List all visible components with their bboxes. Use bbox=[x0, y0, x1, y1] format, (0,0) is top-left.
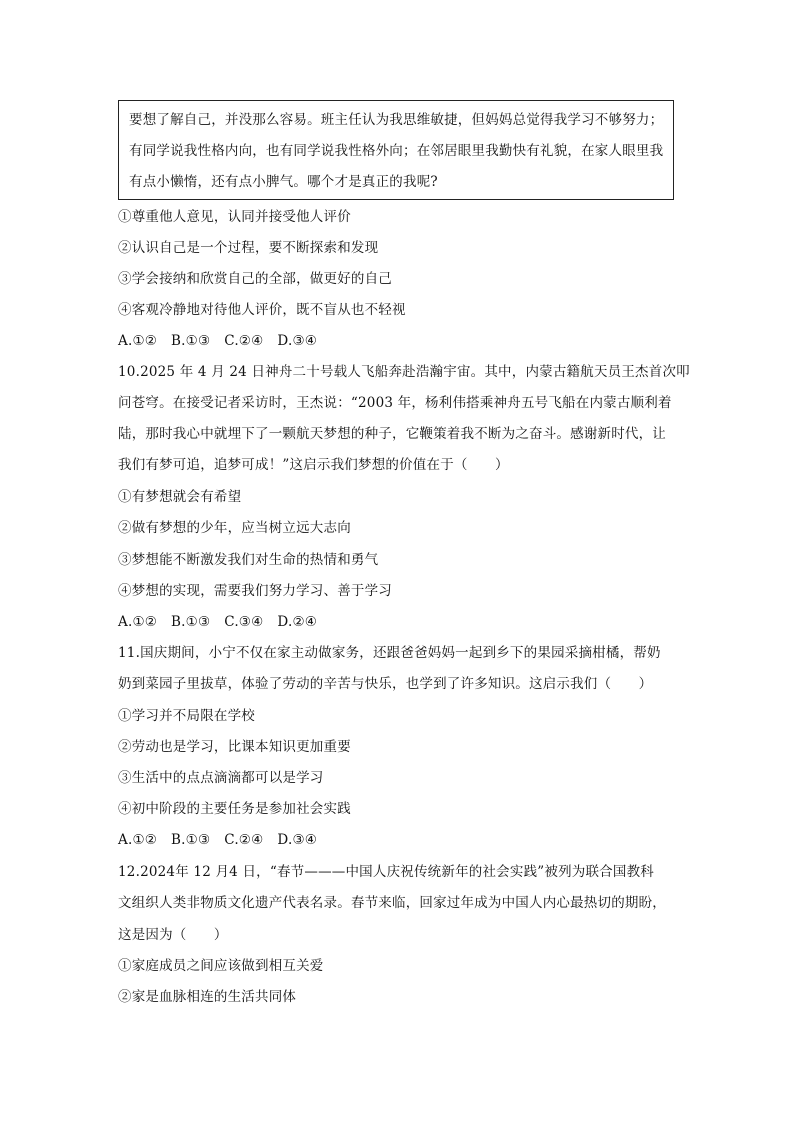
q10-option-2: ②做有梦想的少年，应当树立远大志向 bbox=[118, 520, 351, 536]
q12-stem-line: 文组织人类非物质文化遗产代表名录。春节来临，回家过年成为中国人内心最热切的期盼， bbox=[118, 895, 666, 911]
choice-d: D.③④ bbox=[277, 333, 318, 349]
choice-c: C.②④ bbox=[224, 333, 264, 349]
q10-option-4: ④梦想的实现，需要我们努力学习、善于学习 bbox=[118, 583, 392, 599]
choice-d: D.③④ bbox=[277, 832, 318, 848]
passage-line: 要想了解自己，并没那么容易。班主任认为我思维敏捷，但妈妈总觉得我学习不够努力； bbox=[129, 112, 664, 128]
choice-d: D.②④ bbox=[277, 614, 318, 630]
q9-option-2: ②认识自己是一个过程，要不断探索和发现 bbox=[118, 240, 379, 256]
choice-b: B.①③ bbox=[171, 614, 211, 630]
passage-line: 有点小懒惰，还有点小脾气。哪个才是真正的我呢? bbox=[129, 174, 438, 190]
q11-choices bbox=[118, 830, 317, 850]
q12-option-1: ①家庭成员之间应该做到相互关爱 bbox=[118, 958, 324, 974]
choice-a: A.①② bbox=[118, 333, 158, 349]
q11-stem-line: 11.国庆期间，小宁不仅在家主动做家务，还跟爸爸妈妈一起到乡下的果园采摘柑橘，帮奶 bbox=[118, 645, 661, 661]
q10-stem-line: 陆，那时我心中就埋下了一颗航天梦想的种子，它鞭策着我不断为之奋斗。感谢新时代，让 bbox=[118, 426, 666, 442]
q9-option-4: ④客观冷静地对待他人评价，既不盲从也不轻视 bbox=[118, 302, 406, 318]
choice-c: C.②④ bbox=[224, 832, 264, 848]
q10-stem-line: 10.2025 年 4 月 24 日神舟二十号载人飞船奔赴浩瀚宇宙。其中，内蒙古籍航天员王杰首次叩 bbox=[118, 364, 690, 380]
passage-box bbox=[118, 100, 674, 200]
q11-option-3: ③生活中的点点滴滴都可以是学习 bbox=[118, 770, 324, 786]
passage-line: 有同学说我性格内向，也有同学说我性格外向；在邻居眼里我勤快有礼貌，在家人眼里我 bbox=[129, 143, 664, 159]
q9-option-1: ①尊重他人意见，认同并接受他人评价 bbox=[118, 209, 351, 225]
choice-c: C.③④ bbox=[224, 614, 264, 630]
q10-stem-line: 我们有梦可追，追梦可成！”这启示我们梦想的价值在于（ ） bbox=[118, 457, 509, 473]
q12-option-2: ②家是血脉相连的生活共同体 bbox=[118, 989, 297, 1005]
q10-option-3: ③梦想能不断激发我们对生命的热情和勇气 bbox=[118, 552, 379, 568]
q9-option-3: ③学会接纳和欣赏自己的全部，做更好的自己 bbox=[118, 271, 392, 287]
choice-a: A.①② bbox=[118, 614, 158, 630]
choice-a: A.①② bbox=[118, 832, 158, 848]
q9-choices bbox=[118, 331, 317, 351]
q10-stem-line: 问苍穹。在接受记者采访时，王杰说：“2003 年，杨利伟搭乘神舟五号飞船在内蒙古顺利着 bbox=[118, 395, 672, 411]
q11-option-4: ④初中阶段的主要任务是参加社会实践 bbox=[118, 801, 351, 817]
q11-option-1: ①学习并不局限在学校 bbox=[118, 708, 255, 724]
q10-option-1: ①有梦想就会有希望 bbox=[118, 489, 242, 505]
q11-stem-line: 奶到菜园子里拔草，体验了劳动的辛苦与快乐，也学到了许多知识。这启示我们（ ） bbox=[118, 676, 653, 692]
choice-b: B.①③ bbox=[171, 333, 211, 349]
q10-choices bbox=[118, 612, 317, 632]
q11-option-2: ②劳动也是学习，比课本知识更加重要 bbox=[118, 739, 351, 755]
q12-stem-line: 这是因为（ ） bbox=[118, 927, 228, 943]
q12-stem-line: 12.2024年 12 月4 日，“春节———中国人庆祝传统新年的社会实践”被列为联合国教科 bbox=[118, 864, 654, 880]
choice-b: B.①③ bbox=[171, 832, 211, 848]
